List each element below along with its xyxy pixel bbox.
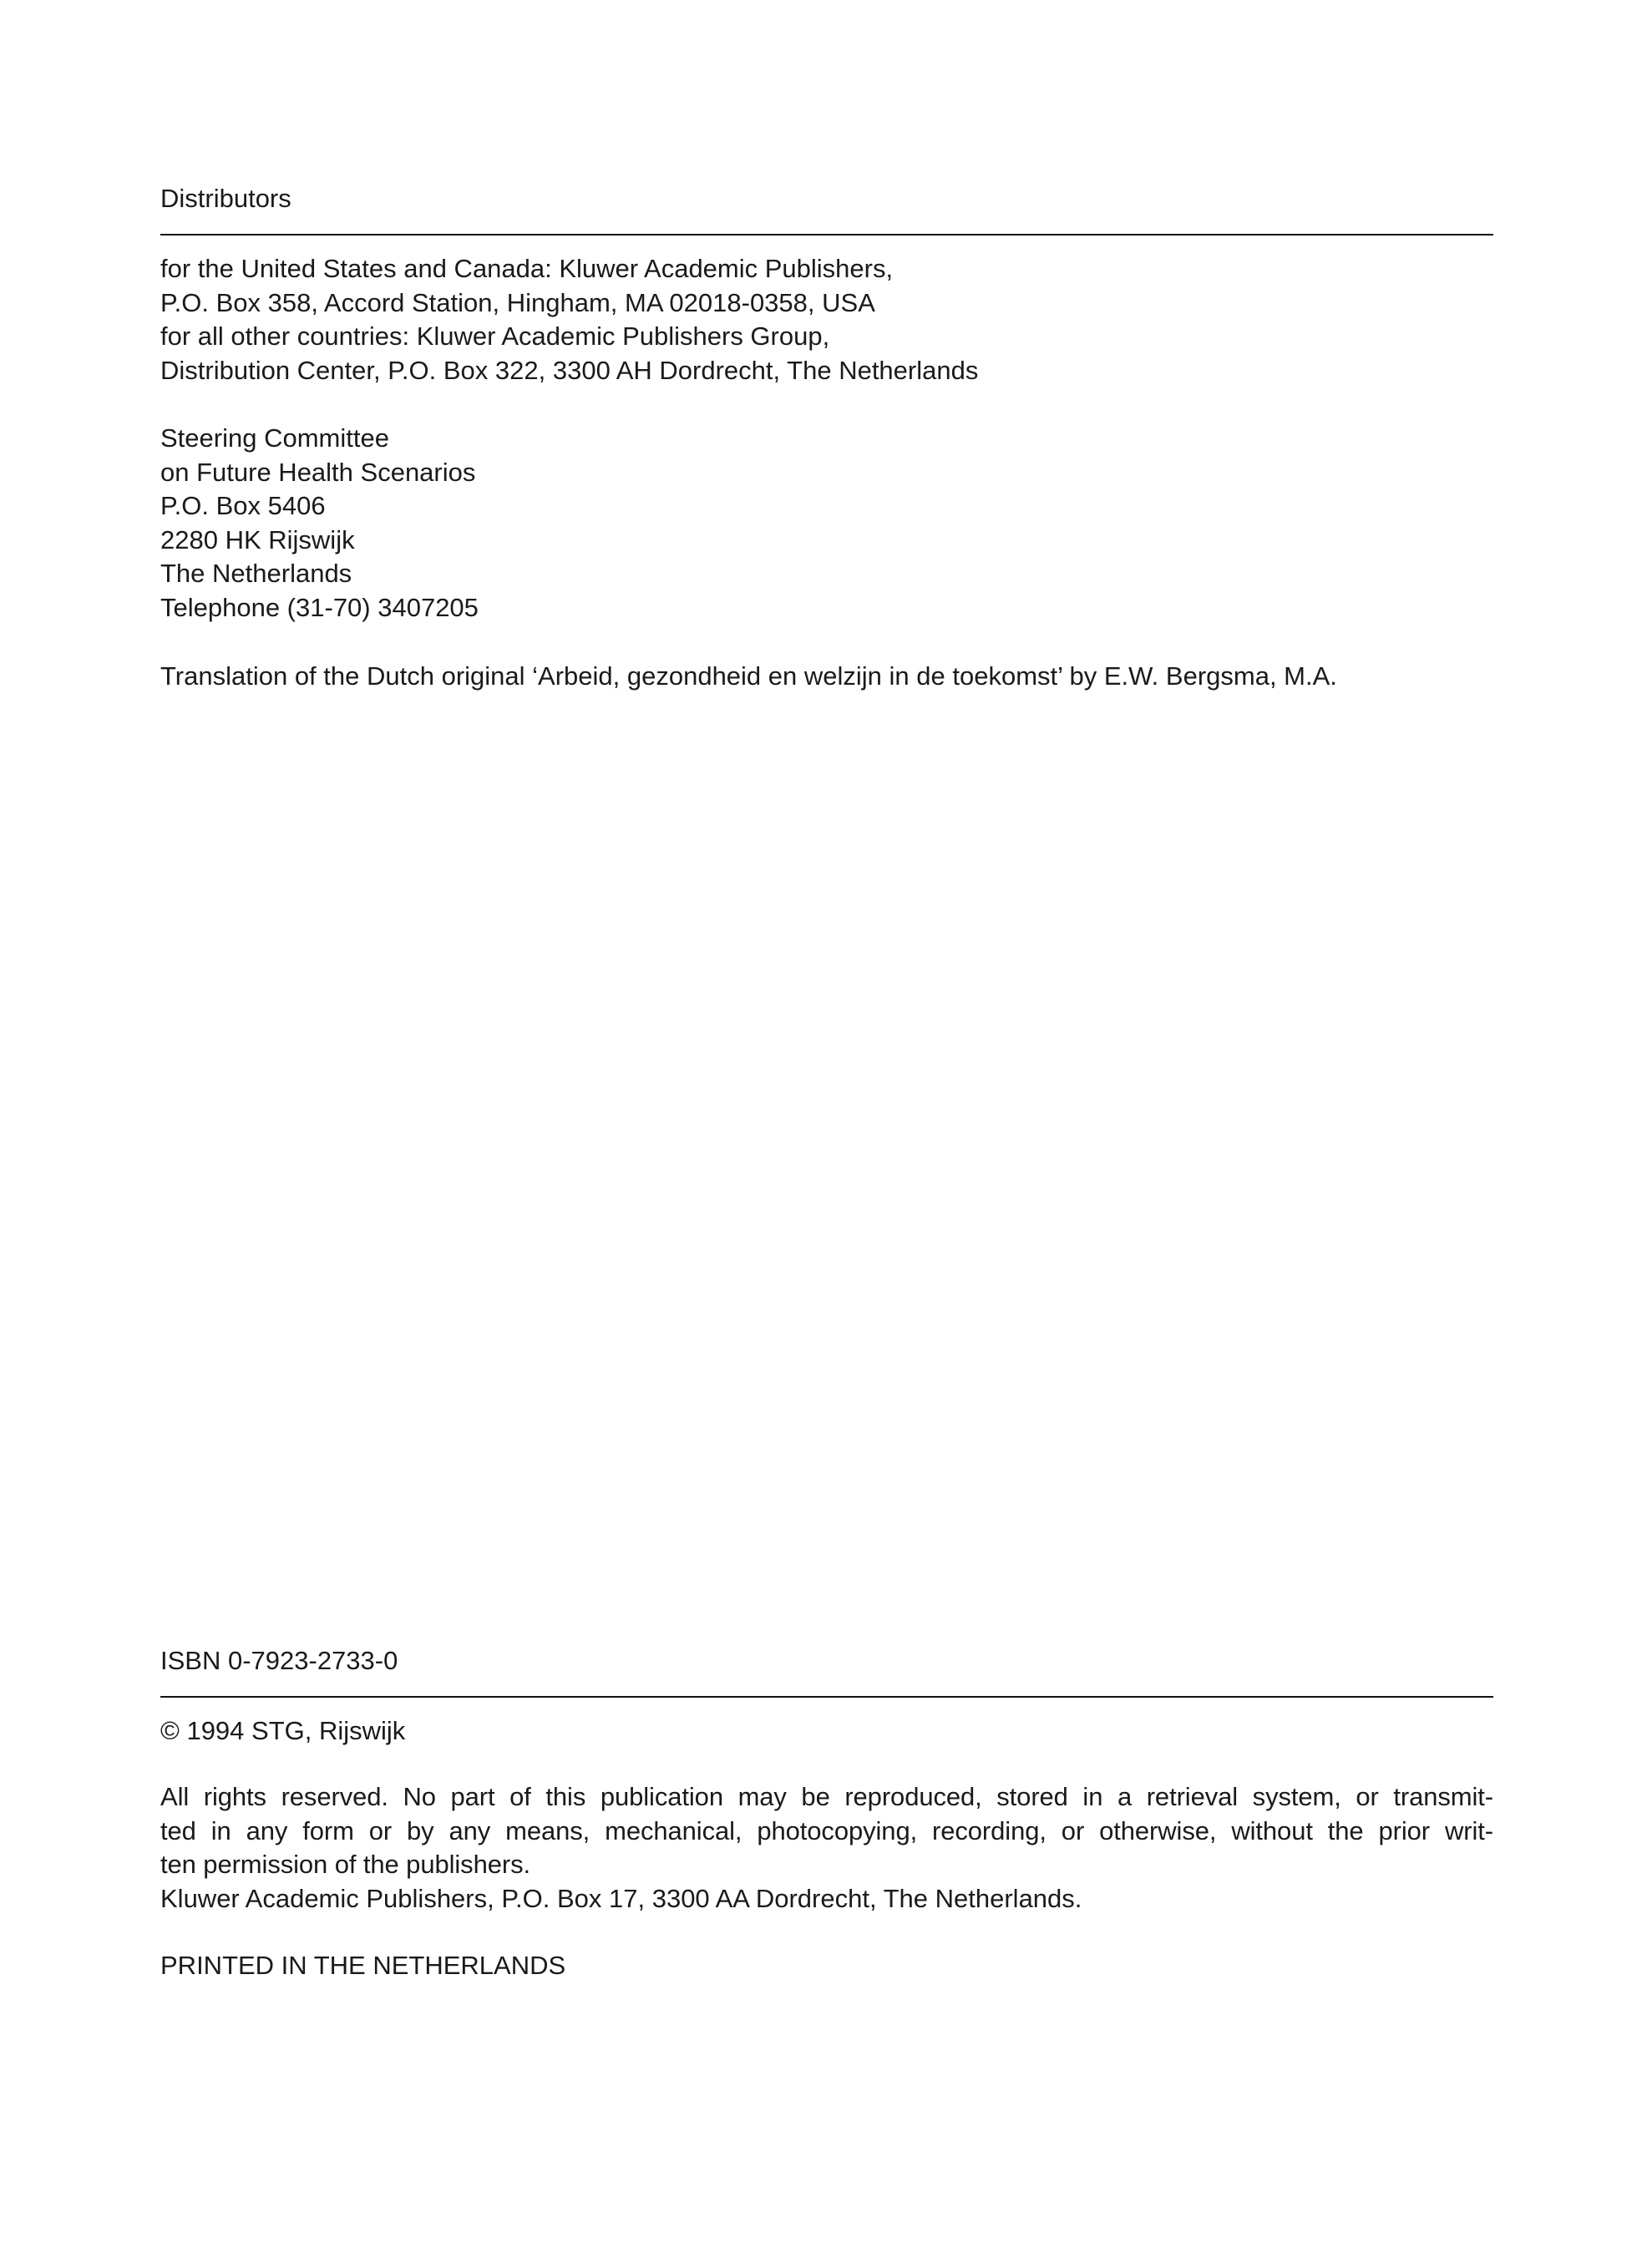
committee-line-3: P.O. Box 5406 <box>160 491 326 520</box>
publisher-address: Kluwer Academic Publishers, P.O. Box 17, 3300 AA Dordrecht, The Netherlands. <box>160 1883 1082 1913</box>
committee-line-1: Steering Committee <box>160 423 389 453</box>
printed-block <box>160 1949 1493 1983</box>
distributor-line-4: Distribution Center, P.O. Box 322, 3300 AH Dordrecht, The Netherlands <box>160 355 979 385</box>
translation-note: Translation of the Dutch original ‘Arbeid, gezondheid en welzijn in de toekomst’ by E.W. Bergsma, M.A. <box>160 661 1337 691</box>
distributors-rule <box>160 234 1493 235</box>
rights-line-1: All rights reserved. No part of this publication may be reproduced, stored in a retrieval system, or transmit- <box>160 1782 1493 1811</box>
distributor-line-1: for the United States and Canada: Kluwer Academic Publishers, <box>160 254 894 283</box>
isbn: ISBN 0-7923-2733-0 <box>160 1646 398 1675</box>
committee-address <box>160 422 1493 625</box>
printed-notice: PRINTED IN THE NETHERLANDS <box>160 1951 566 1980</box>
copyright-notice: © 1994 STG, Rijswijk <box>160 1716 406 1745</box>
committee-line-4: 2280 HK Rijswijk <box>160 524 355 554</box>
rights-line-2: ted in any form or by any means, mechanical, photocopying, recording, or otherwise, without the prior writ- <box>160 1815 1493 1845</box>
rights-block <box>160 1780 1493 1916</box>
copyright-block <box>160 1714 1493 1749</box>
distributors-heading-block <box>160 182 1493 215</box>
isbn-block <box>160 1644 1493 1678</box>
translation-note-block <box>160 660 1493 694</box>
distributors-addresses <box>160 252 1493 387</box>
committee-line-5: The Netherlands <box>160 559 352 588</box>
committee-line-6: Telephone (31-70) 3407205 <box>160 592 479 622</box>
distributors-heading: Distributors <box>160 184 291 213</box>
isbn-rule <box>160 1696 1493 1698</box>
rights-line-3: ten permission of the publishers. <box>160 1850 530 1879</box>
committee-line-2: on Future Health Scenarios <box>160 457 476 487</box>
distributor-line-2: P.O. Box 358, Accord Station, Hingham, MA 02018-0358, USA <box>160 287 875 317</box>
rights-paragraph <box>160 1780 1493 1882</box>
distributor-line-3: for all other countries: Kluwer Academic Publishers Group, <box>160 321 830 351</box>
